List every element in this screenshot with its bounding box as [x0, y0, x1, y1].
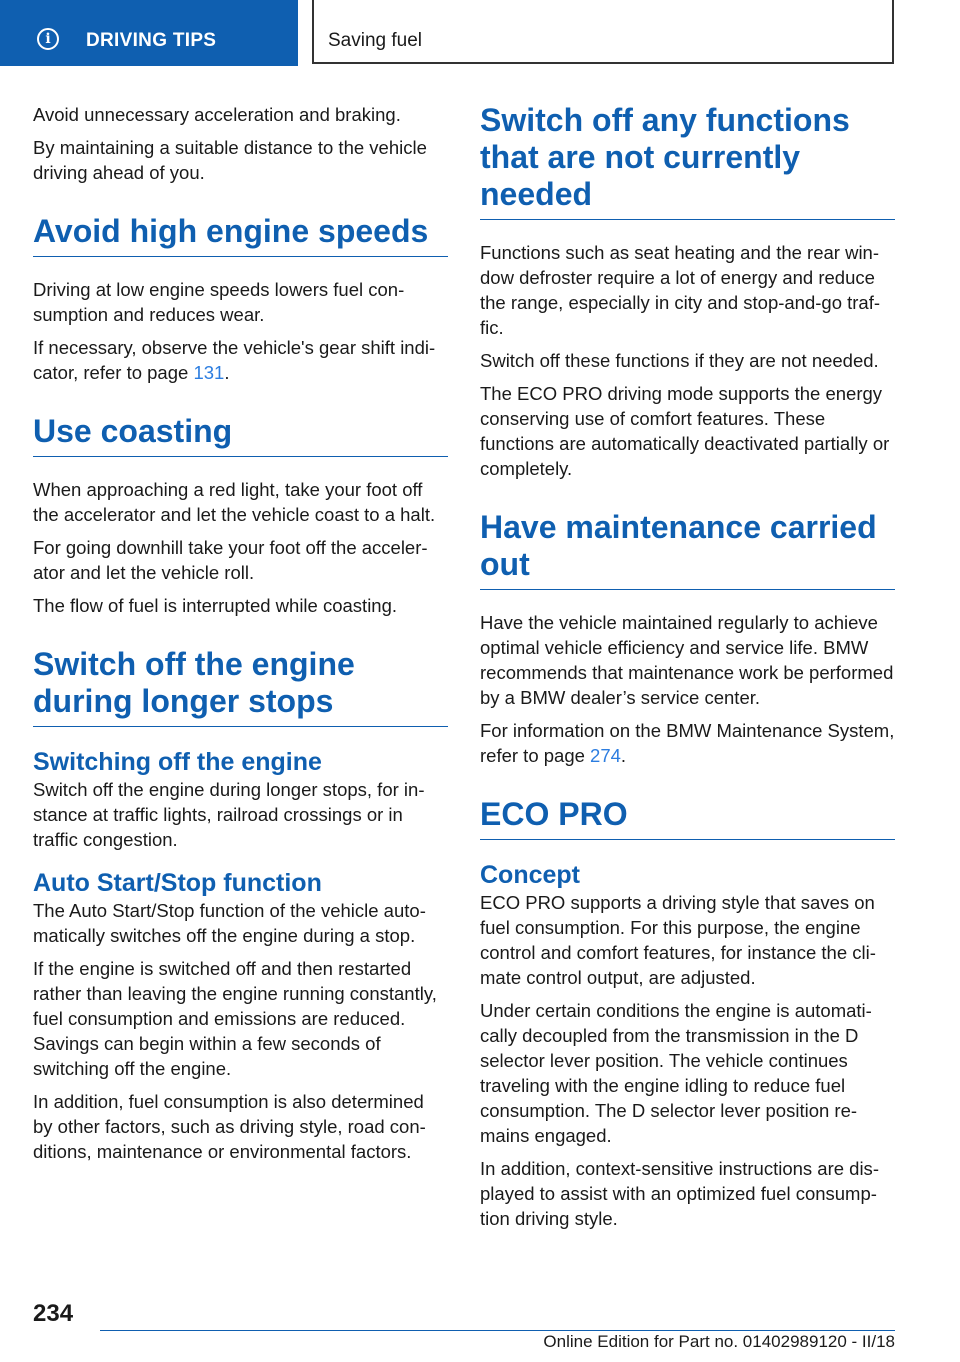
- left-column: [33, 102, 448, 1172]
- intro-paragraph: Avoid unnecessary acceleration and braking.: [33, 104, 401, 125]
- body-paragraph: The Auto Start/Stop function of the vehicle automatically switches off the engine during a stop.: [33, 900, 426, 946]
- heading-have-maintenance: Have maintenance carried out: [480, 509, 895, 590]
- heading-use-coasting: Use coasting: [33, 413, 448, 457]
- page-number: 234: [33, 1300, 74, 1327]
- body-paragraph: Switch off these functions if they are not needed.: [480, 350, 879, 371]
- body-paragraph: Switch off the engine during longer stops, for instance at traffic lights, railroad crossings or in traffic congestion.: [33, 779, 425, 850]
- heading-switch-off-functions: Switch off any functions that are not currently needed: [480, 102, 895, 220]
- body-paragraph: In addition, fuel consumption is also determined by other factors, such as driving style, road conditions, maintenance or environmental factors.: [33, 1091, 426, 1162]
- right-column: [480, 102, 895, 1239]
- body-paragraph: Under certain conditions the engine is automatically decoupled from the transmission in the D selector lever position. The vehicle continues traveling with the engine idling to reduce fuel consumption. The D selector lever position remains engaged.: [480, 1000, 872, 1146]
- text-span: .: [224, 362, 230, 383]
- heading-avoid-high-engine-speeds: Avoid high engine speeds: [33, 213, 448, 257]
- body-paragraph: If the engine is switched off and then restarted rather than leaving the engine running constantly, fuel consumption and emissions are reduced. Savings can begin within a few seconds of switching off the engine.: [33, 958, 437, 1079]
- subheading-auto-start-stop: Auto Start/Stop function: [33, 869, 322, 897]
- chapter-tab[interactable]: [0, 0, 298, 66]
- info-icon: i: [37, 28, 59, 50]
- text-span: For information on the BMW Maintenance System, refer to page: [480, 720, 895, 766]
- body-paragraph: The ECO PRO driving mode supports the energy conserving use of comfort features. These functions are automatically deactivated partially or completely.: [480, 383, 890, 479]
- footer-divider: [100, 1330, 895, 1331]
- body-paragraph: In addition, context-sensitive instructions are displayed to assist with an optimized fuel consumption driving style.: [480, 1158, 879, 1229]
- subheading-switching-off-engine: Switching off the engine: [33, 748, 322, 776]
- page-link-131[interactable]: 131: [193, 362, 225, 383]
- body-paragraph: When approaching a red light, take your foot off the accelerator and let the vehicle coast to a halt.: [33, 479, 436, 525]
- edition-note: Online Edition for Part no. 01402989120 - II/18: [543, 1332, 895, 1351]
- text-span: If necessary, observe the vehicle's gear shift indicator, refer to page: [33, 337, 436, 383]
- page-link-274[interactable]: 274: [590, 745, 621, 766]
- section-title: Saving fuel: [328, 30, 423, 51]
- body-paragraph: ECO PRO supports a driving style that saves on fuel consumption. For this purpose, the engine control and comfort features, for instance the climate control output, are adjusted.: [480, 892, 876, 988]
- body-paragraph: Functions such as seat heating and the rear window defroster require a lot of energy and reduce the range, especially in city and stop-and-go traffic.: [480, 242, 881, 338]
- text-span: .: [620, 745, 627, 766]
- body-paragraph: [480, 718, 895, 768]
- body-paragraph: [33, 335, 448, 385]
- section-header: [312, 0, 894, 64]
- intro-paragraph: By maintaining a suitable distance to the vehicle driving ahead of you.: [33, 137, 427, 183]
- chapter-tab-label: DRIVING TIPS: [86, 30, 217, 51]
- body-paragraph: For going downhill take your foot off the accelerator and let the vehicle roll.: [33, 537, 428, 583]
- subheading-concept: Concept: [480, 861, 580, 889]
- body-paragraph: Have the vehicle maintained regularly to achieve optimal vehicle efficiency and service life. BMW recommends that maintenance work be performed by a BMW dealer’s service center.: [480, 612, 894, 708]
- body-paragraph: The flow of fuel is interrupted while coasting.: [33, 595, 398, 616]
- body-paragraph: Driving at low engine speeds lowers fuel consumption and reduces wear.: [33, 279, 405, 325]
- heading-switch-off-engine-longer-stops: Switch off the engine during longer stops: [33, 646, 448, 727]
- heading-eco-pro: ECO PRO: [480, 796, 895, 840]
